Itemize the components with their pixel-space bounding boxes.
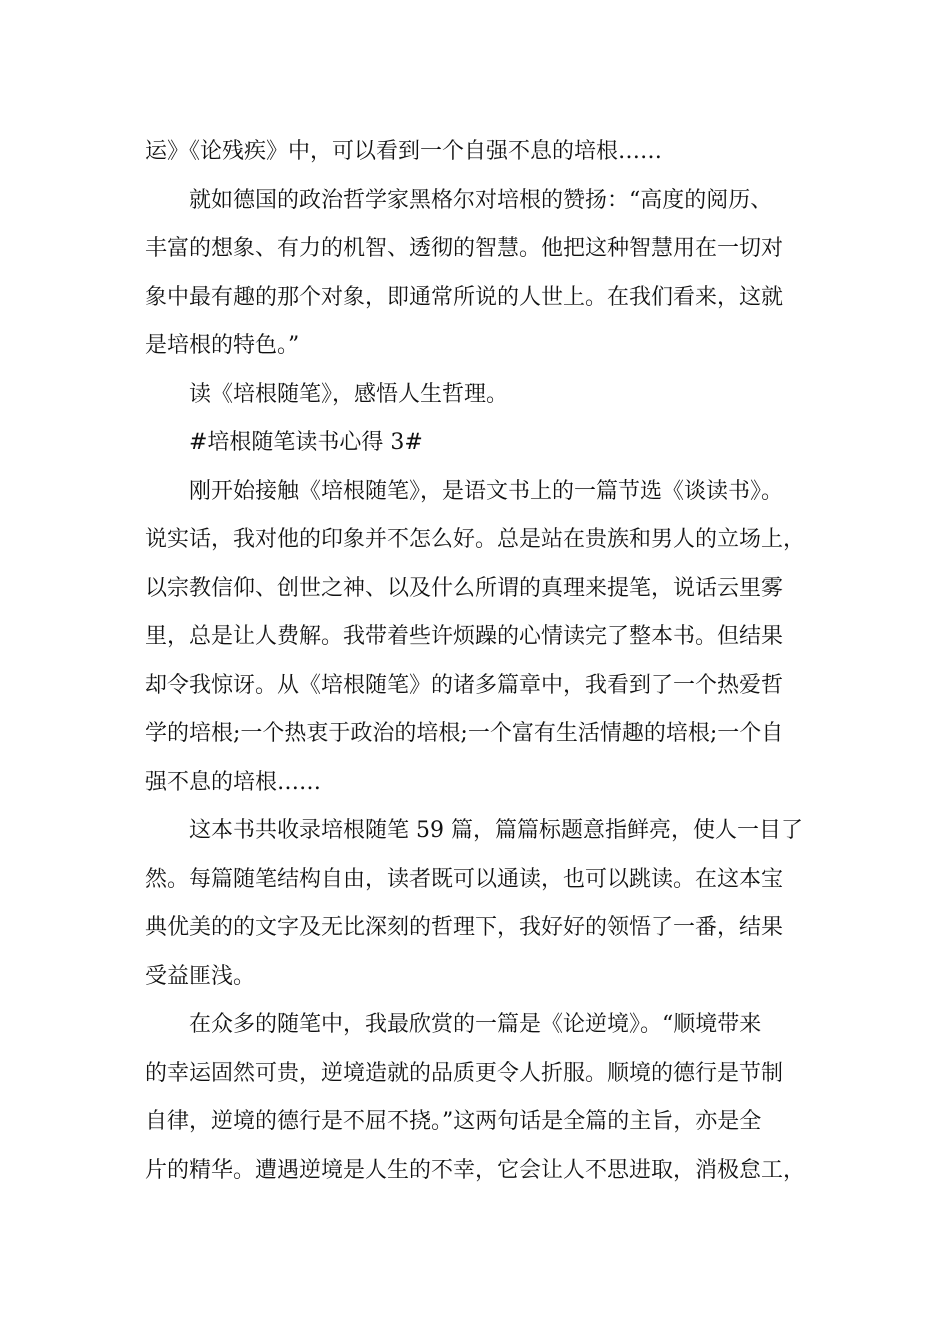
text-line: 自律，逆境的德行是不屈不挠。”这两句话是全篇的主旨，亦是全 [145, 1109, 762, 1134]
text-line: 运》《论残疾》中，可以看到一个自强不息的培根…… [145, 139, 663, 164]
text-line: 说实话，我对他的印象并不怎么好。总是站在贵族和男人的立场上， [145, 527, 806, 552]
text-line: 象中最有趣的那个对象，即通常所说的人世上。在我们看来，这就 [145, 284, 784, 310]
text-line: 刚开始接触《培根随笔》，是语文书上的一篇节选《谈读书》。 [189, 478, 784, 504]
text-line: 片的精华。遭遇逆境是人生的不幸，它会让人不思进取，消极怠工， [145, 1157, 806, 1183]
text-line: 典优美的的文字及无比深刻的哲理下，我好好的领悟了一番，结果 [145, 915, 784, 940]
text-line: 这本书共收录培根随笔 59 篇，篇篇标题意指鲜亮，使人一目了 [189, 818, 803, 843]
text-line: 学的培根;一个热衷于政治的培根;一个富有生活情趣的培根;一个自 [145, 721, 784, 746]
text-line: 然。每篇随笔结构自由，读者既可以通读，也可以跳读。在这本宝 [145, 866, 784, 892]
text-line: 里，总是让人费解。我带着些许烦躁的心情读完了整本书。但结果 [145, 624, 784, 649]
text-line: 丰富的想象、有力的机智、透彻的智慧。他把这种智慧用在一切对 [145, 236, 784, 261]
text-line: 读《培根随笔》，感悟人生哲理。 [189, 381, 509, 407]
section-heading: #培根随笔读书心得 3# [189, 430, 423, 455]
text-line: 是培根的特色。” [145, 333, 300, 358]
text-line: 强不息的培根…… [145, 769, 322, 795]
text-line: 的幸运固然可贵，逆境造就的品质更令人折服。顺境的德行是节制 [145, 1060, 784, 1086]
text-line: 以宗教信仰、创世之神、以及什么所谓的真理来提笔，说话云里雾 [145, 575, 784, 601]
text-line: 在众多的随笔中，我最欣赏的一篇是《论逆境》。“顺境带来 [189, 1012, 762, 1037]
text-line: 却令我惊讶。从《培根随笔》的诸多篇章中，我看到了一个热爱哲 [145, 672, 784, 698]
text-line: 就如德国的政治哲学家黑格尔对培根的赞扬：“高度的阅历、 [189, 187, 773, 213]
document-body [145, 128, 825, 1195]
text-line: 受益匪浅。 [145, 963, 256, 989]
